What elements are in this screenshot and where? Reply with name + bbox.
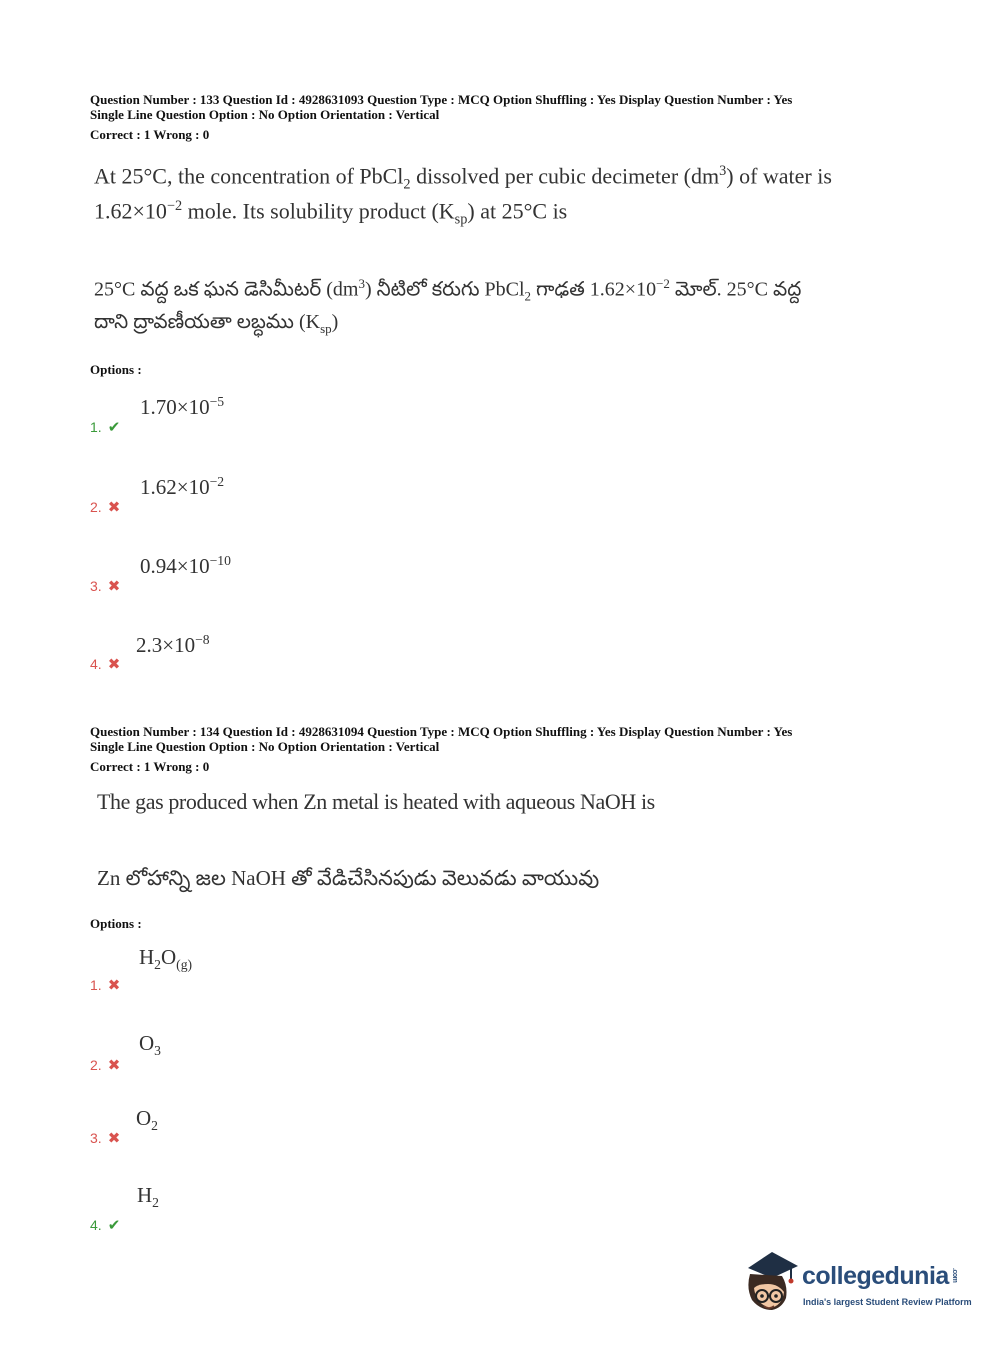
cross-icon: ✖: [107, 578, 121, 595]
option-text: $H_2$: [137, 1183, 159, 1211]
cross-icon: ✖: [107, 499, 121, 516]
option-number: 3. ✖: [90, 1130, 121, 1147]
check-icon: ✔: [107, 1217, 121, 1234]
cross-icon: ✖: [107, 977, 121, 994]
option-text: $H_2O_{(g)}$: [139, 945, 193, 973]
option-number: 1. ✔: [90, 419, 121, 436]
cross-icon: ✖: [107, 1130, 121, 1147]
options-label: Options :: [90, 916, 142, 931]
option-text: $1.62\times 10^{-2}$: [140, 474, 225, 499]
option-text: $1.70\times 10^{-5}$: [140, 394, 225, 419]
question-133-meta: [90, 92, 792, 142]
options-label: Options :: [90, 362, 142, 377]
option-number: 4. ✔: [90, 1217, 121, 1234]
question-133-text-te-line1: 25°C వద్ద ఒక ఘన డెసిమీటర్ $(dm^3)$ నీటిలో కరుగు PbCl$_2$ గాఢత $1.62\times 10^{-2}$ మోల్. 25°C వద్ద: [94, 276, 802, 304]
option-number: 4. ✖: [90, 656, 121, 673]
meta-line: Question Number : 133 Question Id : 4928631093 Question Type : MCQ Option Shuffling : Yes Display Question Number : Yes: [90, 92, 793, 107]
question-133-text-en-line2: $1.62\times 10^{-2}$ mole. Its solubility product $(K_{sp})$ at 25°C is: [94, 198, 568, 228]
logo-tagline: India's largest Student Review Platform: [803, 1297, 972, 1307]
meta-line: Correct : 1 Wrong : 0: [90, 127, 210, 142]
option-number: 3. ✖: [90, 578, 121, 595]
question-133-text-te-line2: దాని ద్రావణీయతా లబ్ధము $(K_{sp})$: [94, 311, 339, 336]
option-number: 2. ✖: [90, 1057, 121, 1074]
question-133-text-en-line1: At 25°C, the concentration of PbCl$_2$ dissolved per cubic decimeter $(dm^3)$ of water is: [94, 163, 832, 193]
option-text: $O_2$: [136, 1106, 158, 1134]
logo-wordmark: collegedunia .com: [802, 1262, 958, 1290]
meta-line: Single Line Question Option : No Option Orientation : Vertical: [90, 739, 440, 754]
collegedunia-logo: [742, 1250, 972, 1320]
mascot-icon: [742, 1250, 800, 1320]
option-number: 2. ✖: [90, 499, 121, 516]
question-134-text-te: Zn లోహాన్ని జల NaOH తో వేడిచేసినపుడు వెలువడు వాయువు: [97, 866, 600, 890]
meta-line: Question Number : 134 Question Id : 4928631094 Question Type : MCQ Option Shuffling : Yes Display Question Number : Yes: [90, 724, 793, 739]
meta-line: Correct : 1 Wrong : 0: [90, 759, 210, 774]
cross-icon: ✖: [107, 1057, 121, 1074]
option-text: $0.94\times 10^{-10}$: [140, 553, 231, 578]
option-text: $O_3$: [139, 1031, 161, 1059]
option-number: 1. ✖: [90, 977, 121, 994]
option-text: $2.3\times 10^{-8}$: [136, 632, 210, 657]
meta-line: Single Line Question Option : No Option Orientation : Vertical: [90, 107, 440, 122]
cross-icon: ✖: [107, 656, 121, 673]
question-134-text-en: The gas produced when Zn metal is heated with aqueous NaOH is: [97, 789, 655, 814]
question-134-meta: [90, 724, 792, 774]
check-icon: ✔: [107, 419, 121, 436]
